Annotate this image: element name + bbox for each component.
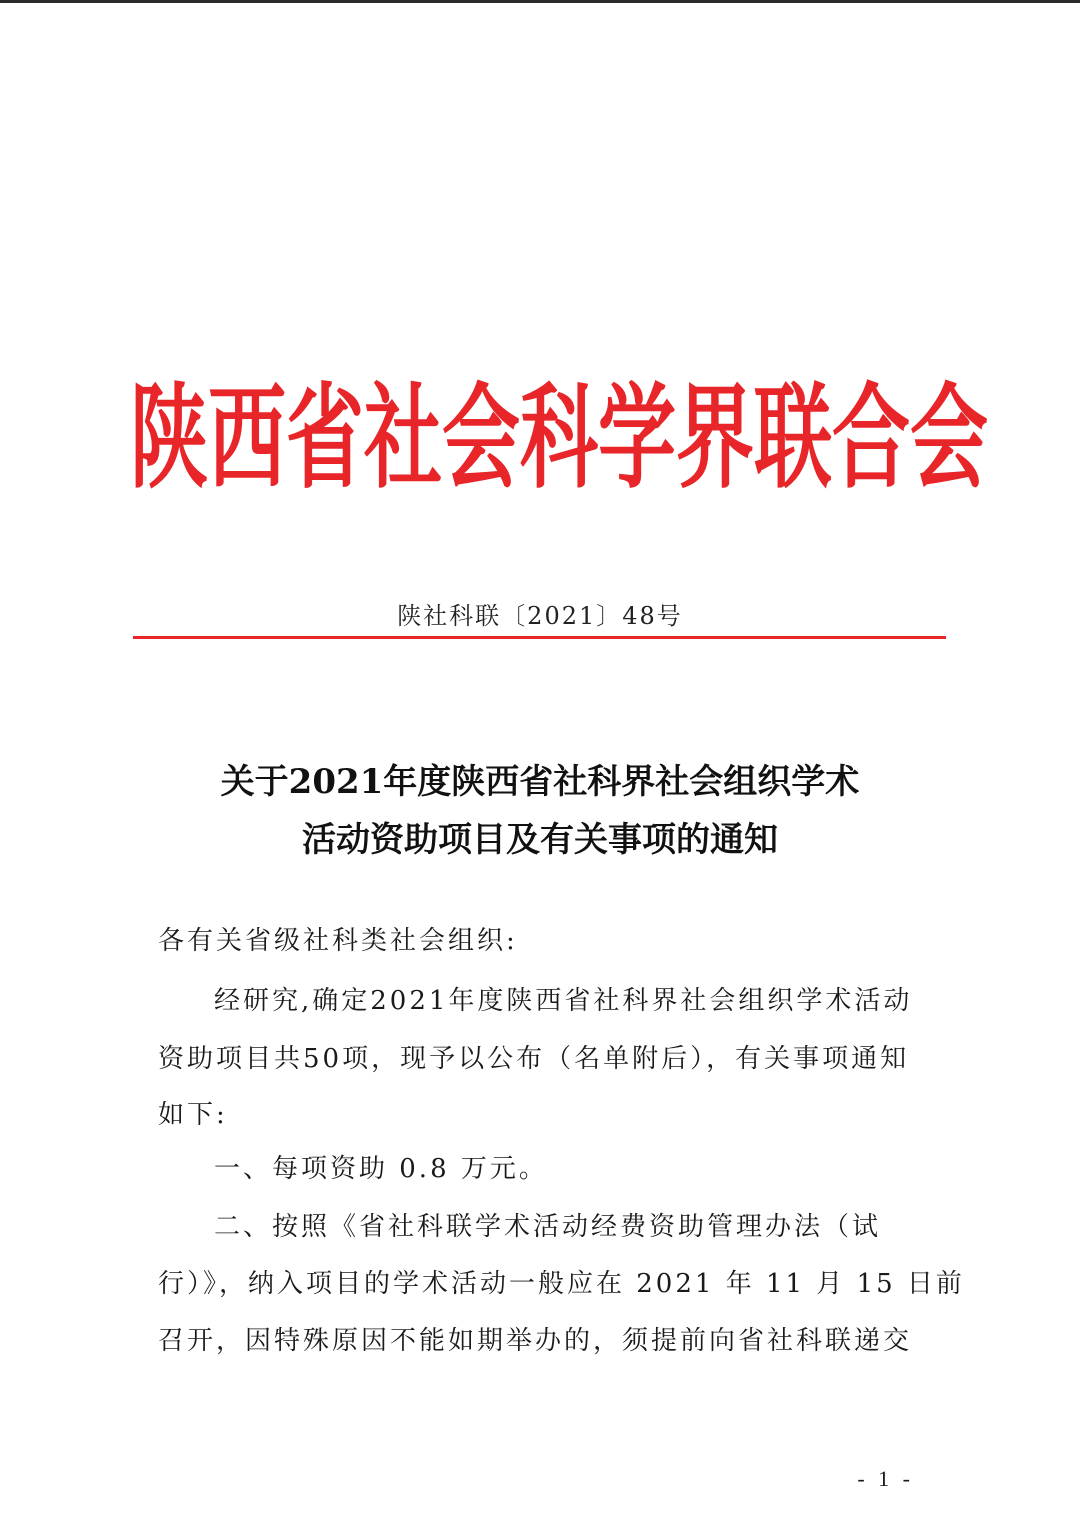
page-number: - 1 - [857, 1466, 914, 1491]
body-paragraph-1-line-2: 资助项目共50项，现予以公布（名单附后），有关事项通知 [158, 1044, 910, 1074]
body-paragraph-2-line-2: 行）》，纳入项目的学术活动一般应在 2021 年 11 月 15 日前 [158, 1269, 965, 1299]
body-paragraph-2-line-1: 二、按照《省社科联学术活动经费资助管理办法（试 [214, 1212, 882, 1242]
item-one: 一、每项资助 0.8 万元。 [214, 1154, 548, 1184]
document-number: 陕社科联〔2021〕48号 [397, 602, 683, 630]
body-paragraph-2-line-3: 召开，因特殊原因不能如期举办的，须提前向省社科联递交 [158, 1326, 913, 1356]
notice-title-line-2: 活动资助项目及有关事项的通知 [302, 820, 778, 860]
salutation: 各有关省级社科类社会组织: [158, 926, 518, 956]
body-paragraph-1-line-1: 经研究,确定2021年度陕西省社科界社会组织学术活动 [214, 986, 913, 1016]
letterhead-title: 陕西省社会科学界联合会 [130, 374, 989, 505]
notice-title-line-1: 关于2021年度陕西省社科界社会组织学术 [220, 762, 860, 802]
body-paragraph-1-line-3: 如下: [158, 1100, 228, 1130]
page-top-edge [0, 0, 1080, 3]
red-divider-line [133, 636, 946, 639]
